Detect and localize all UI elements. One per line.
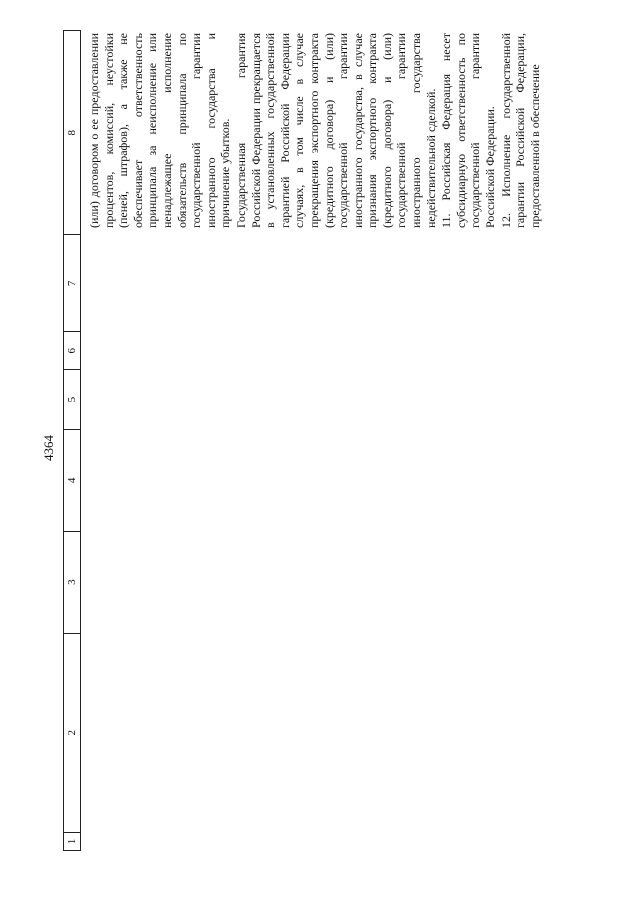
paragraph-2: Государственная гарантия Российской Федерации прекращается в установленных государственной гарантией Российской Федерации случаях, в том числе в случае прекращения экспортного контракта (кредитного договора) и (или) государственной гарантии иностранного государства, в случае признания экспортного контракта (кредитного договора) и (или) государственной гарантии иностранного государства недействительной сделкой. <box>233 33 438 228</box>
empty-columns <box>81 234 593 851</box>
paragraph-4: 12. Исполнение государственной гарантии Российской Федерации, предоставленной в обеспечение <box>498 33 542 228</box>
paragraph-3: 11. Российская Федерация несет субсидиарную ответственность по государственной гарантии Российской Федерации. <box>439 33 498 228</box>
table-body <box>81 30 593 851</box>
header-col-1: 1 <box>64 832 80 850</box>
header-col-7: 7 <box>64 235 80 332</box>
header-col-8: 8 <box>66 130 78 136</box>
rotated-table <box>63 30 593 851</box>
header-col-5: 5 <box>64 369 80 429</box>
header-col-3: 3 <box>64 531 80 633</box>
header-col-6: 6 <box>64 331 80 369</box>
paragraph-1: (или) договором о ее предоставлении процентов, комиссий, неустойки (пеней, штрафов), а также не обеспечивает ответственность принципала за неисполнение или ненадлежащее исполнение обязательств принципала по государственной гарантии иностранного государства и причинение убытков. <box>87 33 233 228</box>
table-header-row <box>63 30 81 851</box>
table-content <box>63 30 593 851</box>
header-col-2: 2 <box>64 633 80 833</box>
page-number: 4364 <box>41 435 56 461</box>
col-8-text <box>81 30 593 234</box>
header-col-4: 4 <box>64 429 80 531</box>
